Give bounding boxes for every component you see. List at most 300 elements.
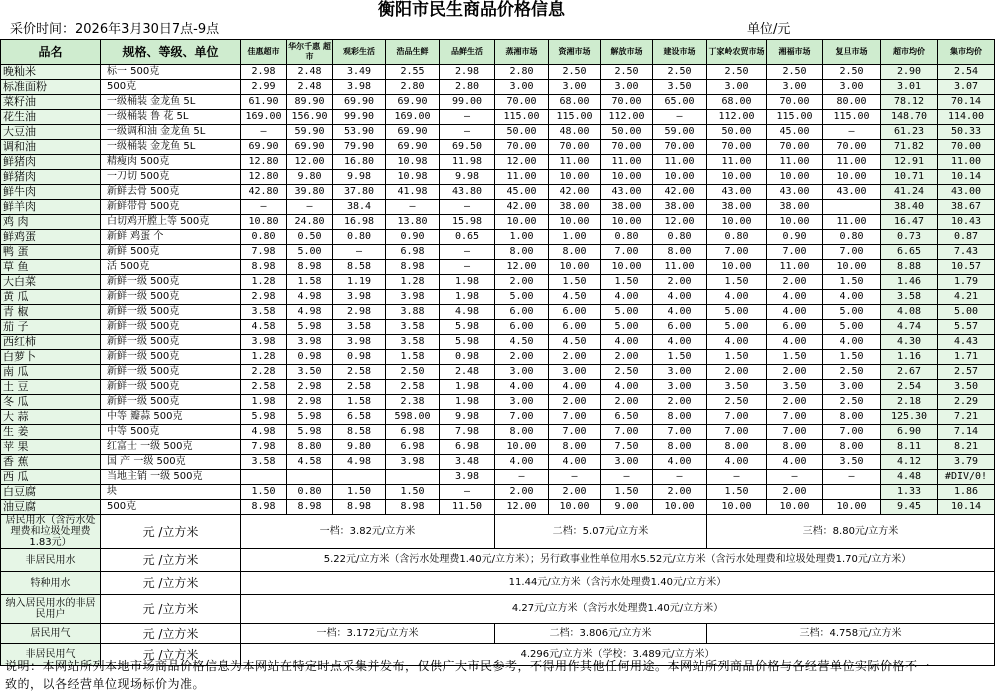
price-cell: 10.00 xyxy=(549,500,601,515)
price-cell: 7.00 xyxy=(707,245,767,260)
price-cell: 2.00 xyxy=(495,275,549,290)
price-cell: 70.00 xyxy=(495,140,549,155)
price-cell: 4.00 xyxy=(653,305,707,320)
price-cell: 2.58 xyxy=(386,380,440,395)
price-cell: 11.00 xyxy=(549,155,601,170)
price-cell: — xyxy=(440,110,495,125)
price-cell: 10.00 xyxy=(653,500,707,515)
price-cell: 0.50 xyxy=(287,230,333,245)
price-cell: 7.00 xyxy=(767,425,823,440)
price-cell: 80.00 xyxy=(823,95,881,110)
item-name: 鲜羊肉 xyxy=(1,200,101,215)
utility-tier: 二档：3.806元/立方米 xyxy=(495,624,707,644)
price-cell: — xyxy=(601,470,653,485)
avg-super-cell: 4.48 xyxy=(881,470,938,485)
price-cell: 24.80 xyxy=(287,215,333,230)
price-cell: 7.00 xyxy=(495,410,549,425)
price-cell: 4.58 xyxy=(241,320,287,335)
avg-super-cell: 8.11 xyxy=(881,440,938,455)
price-cell: 1.98 xyxy=(440,395,495,410)
price-cell: — xyxy=(440,200,495,215)
price-cell: 70.00 xyxy=(767,140,823,155)
utility-label: 非居民用水 xyxy=(1,549,101,572)
utility-unit: 元 /立方米 xyxy=(101,572,241,595)
header-market: 蒸湘市场 xyxy=(495,40,549,65)
price-cell: 38.00 xyxy=(549,200,601,215)
price-cell: — xyxy=(241,200,287,215)
price-cell: 3.98 xyxy=(333,290,386,305)
price-cell: 6.98 xyxy=(386,245,440,260)
item-spec: 红富士 一级 500克 xyxy=(101,440,241,455)
table-row xyxy=(1,140,995,155)
price-cell: 2.80 xyxy=(495,65,549,80)
avg-market-cell: 5.00 xyxy=(938,305,995,320)
price-cell: 10.00 xyxy=(549,260,601,275)
price-cell: 38.00 xyxy=(601,200,653,215)
price-cell: 4.98 xyxy=(287,290,333,305)
price-cell: 1.50 xyxy=(653,350,707,365)
avg-super-cell: 71.82 xyxy=(881,140,938,155)
price-cell: 4.98 xyxy=(241,425,287,440)
price-cell: 79.90 xyxy=(333,140,386,155)
price-cell: 7.00 xyxy=(823,425,881,440)
item-spec: 新鲜一级 500克 xyxy=(101,395,241,410)
utility-tier: 一档：3.82元/立方米 xyxy=(241,515,495,549)
utility-text: 4.296元/立方米（学校：3.489元/立方米） xyxy=(241,644,995,666)
price-cell xyxy=(386,470,440,485)
price-cell: 0.80 xyxy=(241,230,287,245)
price-cell: 4.58 xyxy=(287,455,333,470)
avg-super-cell: 2.54 xyxy=(881,380,938,395)
item-name: 黄 瓜 xyxy=(1,290,101,305)
price-cell: 0.98 xyxy=(287,350,333,365)
price-cell: 69.90 xyxy=(241,140,287,155)
price-cell: 11.00 xyxy=(601,155,653,170)
price-cell: 598.00 xyxy=(386,410,440,425)
table-row xyxy=(1,80,995,95)
price-cell: 5.98 xyxy=(287,410,333,425)
price-cell: 4.00 xyxy=(707,455,767,470)
price-cell xyxy=(241,470,287,485)
price-cell: 3.50 xyxy=(287,365,333,380)
price-cell: 69.90 xyxy=(333,95,386,110)
item-spec: 新鲜一级 500克 xyxy=(101,305,241,320)
utility-unit: 元 /立方米 xyxy=(101,624,241,644)
avg-market-cell: 2.54 xyxy=(938,65,995,80)
price-cell: 7.98 xyxy=(440,425,495,440)
price-cell: 10.98 xyxy=(386,155,440,170)
avg-super-cell: 61.23 xyxy=(881,125,938,140)
price-cell: 5.98 xyxy=(287,320,333,335)
utility-unit: 元 /立方米 xyxy=(101,549,241,572)
price-cell: 8.00 xyxy=(549,245,601,260)
item-spec: 新鲜一级 500克 xyxy=(101,275,241,290)
price-cell: 53.90 xyxy=(333,125,386,140)
price-cell: 8.00 xyxy=(549,440,601,455)
price-cell: 3.98 xyxy=(333,80,386,95)
price-cell: 7.98 xyxy=(241,245,287,260)
price-cell: 10.00 xyxy=(601,215,653,230)
price-cell: 2.48 xyxy=(440,365,495,380)
utility-row xyxy=(1,549,995,572)
price-cell: 2.50 xyxy=(707,65,767,80)
price-cell: 9.98 xyxy=(440,170,495,185)
table-row xyxy=(1,365,995,380)
price-cell: 5.98 xyxy=(287,425,333,440)
price-cell: 5.00 xyxy=(823,305,881,320)
price-cell: 8.98 xyxy=(287,260,333,275)
price-cell: 7.00 xyxy=(601,245,653,260)
price-cell: 2.98 xyxy=(241,65,287,80)
price-cell: 10.00 xyxy=(549,215,601,230)
price-cell: 2.00 xyxy=(653,275,707,290)
price-cell: 1.50 xyxy=(707,485,767,500)
price-cell: 4.00 xyxy=(767,290,823,305)
price-cell: 43.00 xyxy=(823,185,881,200)
item-name: 油豆腐 xyxy=(1,500,101,515)
price-cell: 2.50 xyxy=(707,395,767,410)
price-cell: 69.90 xyxy=(287,140,333,155)
price-cell: 3.98 xyxy=(287,335,333,350)
price-cell: 4.00 xyxy=(767,455,823,470)
price-cell: 2.38 xyxy=(386,395,440,410)
item-name: 草 鱼 xyxy=(1,260,101,275)
price-cell: 2.48 xyxy=(287,80,333,95)
price-cell: 3.58 xyxy=(386,335,440,350)
price-cell: 2.00 xyxy=(767,395,823,410)
price-cell: 2.98 xyxy=(333,305,386,320)
price-cell: 4.00 xyxy=(601,335,653,350)
price-cell: — xyxy=(653,110,707,125)
price-cell: 6.58 xyxy=(333,410,386,425)
price-cell: 61.90 xyxy=(241,95,287,110)
survey-time: 采价时间：2026年3月30日7点-9点 xyxy=(10,22,220,37)
price-cell: 4.98 xyxy=(440,305,495,320)
avg-market-cell: 43.00 xyxy=(938,185,995,200)
avg-super-cell: 4.74 xyxy=(881,320,938,335)
header-market: 丁家岭农贸市场 xyxy=(707,40,767,65)
item-spec: 一级桶装 鲁 花 5L xyxy=(101,110,241,125)
price-cell: 2.00 xyxy=(601,395,653,410)
avg-market-cell: 3.79 xyxy=(938,455,995,470)
price-cell: 0.80 xyxy=(333,230,386,245)
price-cell: 3.00 xyxy=(601,455,653,470)
avg-super-cell: 4.30 xyxy=(881,335,938,350)
price-cell: 2.00 xyxy=(767,365,823,380)
price-cell: 11.50 xyxy=(440,500,495,515)
price-cell: 169.00 xyxy=(386,110,440,125)
price-cell: 0.90 xyxy=(386,230,440,245)
item-name: 鲜猪肉 xyxy=(1,170,101,185)
price-cell: 70.00 xyxy=(653,140,707,155)
item-spec: 一刀切 500克 xyxy=(101,170,241,185)
price-cell: 5.00 xyxy=(287,245,333,260)
utility-tier: 三档：8.80元/立方米 xyxy=(707,515,995,549)
price-cell: 11.00 xyxy=(823,155,881,170)
price-cell: 13.80 xyxy=(386,215,440,230)
price-cell: 10.00 xyxy=(767,500,823,515)
table-row xyxy=(1,155,995,170)
avg-market-cell: 50.33 xyxy=(938,125,995,140)
price-cell: 7.00 xyxy=(823,245,881,260)
price-cell: 4.00 xyxy=(495,455,549,470)
utility-tier: 二档：5.07元/立方米 xyxy=(495,515,707,549)
avg-super-cell: 6.90 xyxy=(881,425,938,440)
price-cell: 3.88 xyxy=(386,305,440,320)
avg-market-cell: 1.71 xyxy=(938,350,995,365)
price-cell: 2.50 xyxy=(549,65,601,80)
price-cell: 115.00 xyxy=(549,110,601,125)
price-cell: 2.00 xyxy=(767,275,823,290)
price-cell: 70.00 xyxy=(601,140,653,155)
avg-super-cell: 0.73 xyxy=(881,230,938,245)
price-cell: 38.4 xyxy=(333,200,386,215)
price-cell: — xyxy=(707,470,767,485)
table-row xyxy=(1,290,995,305)
price-cell: 11.00 xyxy=(767,260,823,275)
price-cell: 8.98 xyxy=(333,500,386,515)
price-cell: 5.00 xyxy=(601,320,653,335)
price-cell: 8.00 xyxy=(823,410,881,425)
price-cell: 4.50 xyxy=(549,335,601,350)
price-cell: 11.00 xyxy=(653,260,707,275)
avg-market-cell: 8.21 xyxy=(938,440,995,455)
item-name: 冬 瓜 xyxy=(1,395,101,410)
price-cell: 9.80 xyxy=(333,440,386,455)
price-cell: 0.80 xyxy=(287,485,333,500)
price-cell: 112.00 xyxy=(601,110,653,125)
price-cell: 10.00 xyxy=(707,500,767,515)
price-cell: 10.00 xyxy=(823,260,881,275)
price-cell: 3.00 xyxy=(495,395,549,410)
price-cell: 2.50 xyxy=(653,65,707,80)
price-cell: 2.00 xyxy=(653,395,707,410)
price-cell: 45.00 xyxy=(767,125,823,140)
price-cell: 1.50 xyxy=(601,275,653,290)
price-cell: 5.98 xyxy=(440,320,495,335)
price-cell: 2.00 xyxy=(601,350,653,365)
utility-row xyxy=(1,515,995,549)
price-cell: 0.80 xyxy=(707,230,767,245)
price-cell: 3.58 xyxy=(333,320,386,335)
price-cell: 3.58 xyxy=(241,305,287,320)
price-cell: 2.50 xyxy=(767,65,823,80)
price-cell: 0.80 xyxy=(823,230,881,245)
price-cell: 0.80 xyxy=(653,230,707,245)
price-cell: 43.00 xyxy=(767,185,823,200)
price-cell: 2.00 xyxy=(653,485,707,500)
price-cell: 10.00 xyxy=(707,215,767,230)
info-bar xyxy=(0,20,943,40)
price-cell: 1.58 xyxy=(333,395,386,410)
item-spec: 标一 500克 xyxy=(101,65,241,80)
price-cell: 4.00 xyxy=(601,290,653,305)
item-spec: 新鲜一级 500克 xyxy=(101,290,241,305)
price-cell: 10.00 xyxy=(653,170,707,185)
price-cell: 10.00 xyxy=(601,260,653,275)
utility-row xyxy=(1,572,995,595)
price-cell: 1.28 xyxy=(386,275,440,290)
table-row xyxy=(1,350,995,365)
price-cell: 3.00 xyxy=(495,80,549,95)
avg-super-cell: 41.24 xyxy=(881,185,938,200)
price-cell: 0.98 xyxy=(440,350,495,365)
price-cell: 7.00 xyxy=(707,425,767,440)
item-name: 青 椒 xyxy=(1,305,101,320)
price-cell: 1.50 xyxy=(386,485,440,500)
price-cell: 4.00 xyxy=(549,380,601,395)
price-cell: 3.50 xyxy=(767,380,823,395)
price-cell: 2.80 xyxy=(440,80,495,95)
price-cell xyxy=(823,485,881,500)
price-cell: 3.00 xyxy=(495,365,549,380)
item-spec: 新鲜去骨 500克 xyxy=(101,185,241,200)
price-cell: 2.50 xyxy=(386,365,440,380)
item-name: 香 蕉 xyxy=(1,455,101,470)
price-cell: 3.00 xyxy=(767,80,823,95)
avg-super-cell: 12.91 xyxy=(881,155,938,170)
table-row xyxy=(1,65,995,80)
item-spec: 新鲜 鸡蛋 个 xyxy=(101,230,241,245)
price-cell xyxy=(333,470,386,485)
price-cell: 2.00 xyxy=(549,485,601,500)
avg-market-cell: 1.86 xyxy=(938,485,995,500)
item-spec: 中等 500克 xyxy=(101,425,241,440)
price-cell: 69.90 xyxy=(386,140,440,155)
price-cell: 2.80 xyxy=(386,80,440,95)
price-cell: 3.50 xyxy=(823,455,881,470)
price-cell: 48.00 xyxy=(549,125,601,140)
item-name: 标准面粉 xyxy=(1,80,101,95)
avg-market-cell: 38.67 xyxy=(938,200,995,215)
item-name: 茄 子 xyxy=(1,320,101,335)
price-cell: — xyxy=(823,125,881,140)
price-cell: 4.00 xyxy=(823,290,881,305)
price-cell: 3.49 xyxy=(333,65,386,80)
price-cell xyxy=(287,470,333,485)
price-cell: 70.00 xyxy=(601,95,653,110)
avg-market-cell: 70.14 xyxy=(938,95,995,110)
price-cell: 9.98 xyxy=(333,170,386,185)
price-cell: 1.50 xyxy=(823,275,881,290)
price-cell: 15.98 xyxy=(440,215,495,230)
utility-label: 特种用水 xyxy=(1,572,101,595)
avg-market-cell: 114.00 xyxy=(938,110,995,125)
price-cell: 2.98 xyxy=(241,290,287,305)
avg-super-cell: 3.58 xyxy=(881,290,938,305)
utility-tier: 一档：3.172元/立方米 xyxy=(241,624,495,644)
price-cell: 69.90 xyxy=(386,125,440,140)
price-cell: 7.00 xyxy=(601,425,653,440)
price-cell: 45.00 xyxy=(495,185,549,200)
price-cell: 3.98 xyxy=(241,335,287,350)
price-cell: 2.55 xyxy=(386,65,440,80)
price-cell: 8.00 xyxy=(823,440,881,455)
price-cell: 7.50 xyxy=(601,440,653,455)
table-row xyxy=(1,335,995,350)
price-cell: 3.00 xyxy=(549,80,601,95)
price-cell: 16.98 xyxy=(333,215,386,230)
price-cell: — xyxy=(287,200,333,215)
price-cell: 1.58 xyxy=(287,275,333,290)
price-cell: 11.00 xyxy=(653,155,707,170)
price-cell: 9.00 xyxy=(601,500,653,515)
price-cell: 1.50 xyxy=(549,275,601,290)
utility-unit: 元 /立方米 xyxy=(101,595,241,624)
price-cell: 99.90 xyxy=(333,110,386,125)
price-cell: 10.00 xyxy=(707,260,767,275)
price-cell: 3.00 xyxy=(707,80,767,95)
price-cell: 2.50 xyxy=(823,395,881,410)
price-cell: 2.50 xyxy=(601,365,653,380)
price-cell: 1.50 xyxy=(707,275,767,290)
price-cell: 115.00 xyxy=(823,110,881,125)
price-cell: — xyxy=(241,125,287,140)
item-name: 白豆腐 xyxy=(1,485,101,500)
price-cell: 11.00 xyxy=(495,170,549,185)
price-cell: 50.00 xyxy=(601,125,653,140)
item-spec: 新鲜带骨 500克 xyxy=(101,200,241,215)
price-cell: — xyxy=(549,470,601,485)
price-cell: 1.19 xyxy=(333,275,386,290)
price-cell: 6.00 xyxy=(767,320,823,335)
price-cell: 6.00 xyxy=(653,320,707,335)
header-market: 资湘市场 xyxy=(549,40,601,65)
item-spec: 新鲜 500克 xyxy=(101,245,241,260)
item-spec: 新鲜一级 500克 xyxy=(101,380,241,395)
price-cell: 43.00 xyxy=(707,185,767,200)
price-cell: 1.00 xyxy=(495,230,549,245)
table-row xyxy=(1,380,995,395)
avg-super-cell: 16.47 xyxy=(881,215,938,230)
price-cell: 12.00 xyxy=(287,155,333,170)
utility-label: 非居民用气 xyxy=(1,644,101,666)
price-cell: 99.00 xyxy=(440,95,495,110)
unit-label: 单位/元 xyxy=(747,22,791,37)
price-cell: 2.50 xyxy=(823,365,881,380)
price-cell: — xyxy=(386,200,440,215)
item-name: 菜籽油 xyxy=(1,95,101,110)
item-spec: 白切鸡开膛上等 500克 xyxy=(101,215,241,230)
avg-super-cell: 2.90 xyxy=(881,65,938,80)
item-spec: 一级调和油 金龙鱼 5L xyxy=(101,125,241,140)
header-avg-super: 超市均价 xyxy=(881,40,938,65)
price-cell: 6.50 xyxy=(601,410,653,425)
avg-market-cell: 0.87 xyxy=(938,230,995,245)
avg-super-cell: 3.01 xyxy=(881,80,938,95)
price-cell: — xyxy=(767,470,823,485)
price-cell: 115.00 xyxy=(767,110,823,125)
page-title: 衡阳市民生商品价格信息 xyxy=(378,0,565,20)
avg-super-cell: 78.12 xyxy=(881,95,938,110)
price-cell: 2.00 xyxy=(767,485,823,500)
item-spec: 新鲜一级 500克 xyxy=(101,320,241,335)
table-row xyxy=(1,125,995,140)
item-spec: 国 产 一级 500克 xyxy=(101,455,241,470)
table-row xyxy=(1,95,995,110)
item-spec: 活 500克 xyxy=(101,260,241,275)
item-spec: 一级桶装 金龙鱼 5L xyxy=(101,95,241,110)
table-row xyxy=(1,245,995,260)
avg-super-cell: 125.30 xyxy=(881,410,938,425)
price-cell: 3.48 xyxy=(440,455,495,470)
avg-super-cell: 38.40 xyxy=(881,200,938,215)
price-cell: 3.00 xyxy=(601,80,653,95)
utility-unit: 元 /立方米 xyxy=(101,644,241,666)
price-cell: 6.00 xyxy=(549,320,601,335)
price-cell: 8.00 xyxy=(767,440,823,455)
price-cell: 4.00 xyxy=(767,335,823,350)
